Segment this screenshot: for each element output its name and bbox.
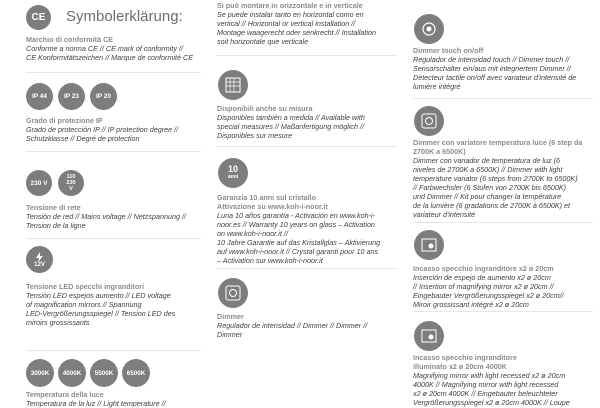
colortemp-line: niveles de 2700K a 6500K) // Dimmer with light bbox=[413, 165, 563, 174]
ce-title: Marchio di conformità CE bbox=[26, 35, 114, 44]
warranty-line: auf www.koh-i-noor.it // Crystal garanti pour 10 ans bbox=[217, 247, 379, 256]
ip23-icon bbox=[58, 83, 85, 110]
divider bbox=[26, 151, 201, 152]
divider bbox=[217, 268, 397, 269]
temp-6500k-label: 6500K bbox=[126, 369, 146, 377]
ip-line: Grado de protección IP // IP protection degree // bbox=[26, 125, 179, 134]
colortemp-line: Dimmer con variador de temperatura de luz (6 bbox=[413, 156, 561, 165]
touch-section bbox=[413, 46, 600, 91]
divider bbox=[26, 238, 201, 239]
warranty-line: – Activation sur www.koh-i-noor.it bbox=[217, 256, 323, 265]
led-line: Tensión LED espejos aumento // LED voltage bbox=[26, 291, 171, 300]
mirror-frame-icon bbox=[421, 238, 437, 252]
mirror-lit-line: x2 ø 20cm 4000K // Eingebauter beleuchteter bbox=[413, 389, 558, 398]
divider bbox=[26, 350, 201, 351]
divider bbox=[26, 72, 201, 73]
colortemp-line: // Farbwechsler (6 Stufen von 2700K bis 6500K) bbox=[413, 183, 567, 192]
voltage-230-icon bbox=[26, 170, 52, 196]
touch-icon bbox=[414, 14, 444, 44]
dimmer-line: Regulador de intensidad // Dimmer // Dimmer // bbox=[217, 321, 368, 330]
colortemp-line: variateur d'intensité bbox=[413, 210, 476, 219]
divider bbox=[413, 222, 593, 223]
warranty-icon bbox=[218, 158, 248, 188]
orientation-line: vertical // Horizontal or vertical installation // bbox=[217, 19, 356, 28]
voltage-unit-label: V bbox=[69, 186, 73, 192]
temp-5500k-icon bbox=[90, 359, 118, 387]
led-section bbox=[26, 282, 208, 327]
ce-mark-text: CE bbox=[31, 12, 46, 23]
mirror-line: Miroir grossissant intégré x2 ø 20cm bbox=[413, 300, 529, 309]
ip20-icon bbox=[90, 83, 117, 110]
temp-title: Temperatura della luce bbox=[26, 390, 104, 399]
mirror-lit-title-2: illuminato x2 ø 20cm 4000K bbox=[413, 362, 507, 371]
mirror-lit-title: Incasso specchio ingranditore bbox=[413, 353, 517, 362]
divider bbox=[413, 98, 593, 99]
warranty-line: on www.koh-i-noor.it // bbox=[217, 229, 288, 238]
ip-line: Schutzklasse // Degré de protection bbox=[26, 134, 140, 143]
orientation-section bbox=[217, 1, 417, 46]
grid-ruler-icon bbox=[225, 77, 241, 93]
custom-line: special measures // Maßanfertigung möglich // bbox=[217, 122, 365, 131]
led-12v-label: 12V bbox=[34, 261, 45, 268]
voltage-line: Tensión de red // Mains voltage // Netzspannung // bbox=[26, 212, 186, 221]
custom-size-icon bbox=[218, 70, 248, 100]
touch-title: Dimmer touch on/off bbox=[413, 46, 484, 55]
temp-section bbox=[26, 390, 206, 408]
mirror-lit-line: Vergrößerungsspiegel x2 ø 20cm 4000K // Loupe bbox=[413, 398, 570, 407]
temp-5500k-label: 5500K bbox=[94, 369, 114, 377]
colortemp-title: Dimmer con variatore temperatura luce (6 step da bbox=[413, 138, 583, 147]
dimmer-knob-icon bbox=[225, 285, 241, 301]
ip44-icon bbox=[26, 83, 53, 110]
temp-line: Temperatura de la luz // Light temperature // bbox=[26, 399, 166, 408]
mirror-lit-line: 4000K // Magnifying mirror with light recessed bbox=[413, 380, 559, 389]
colortemp-title-2: 2700K a 6500K) bbox=[413, 147, 466, 156]
magnifying-mirror-icon bbox=[414, 230, 444, 260]
led-line: of magnification mirrors // Spannung bbox=[26, 300, 142, 309]
ce-line: Conforme a norma CE // CE mark of conformity // bbox=[26, 44, 183, 53]
orientation-line: soit horizontale que verticale bbox=[217, 37, 309, 46]
touch-line: Sensorschalter ein/aus mit integriertem Dimmer // bbox=[413, 64, 571, 73]
colortemp-section bbox=[413, 138, 600, 219]
colortemp-line: de la lumière (6 gradations de 2700K à 6500K) et bbox=[413, 201, 571, 210]
mirror-line: Inserción de espejo de aumento x2 ø 20cm bbox=[413, 273, 551, 282]
ip-title: Grado di protezione IP bbox=[26, 116, 103, 125]
illuminated-mirror-icon bbox=[414, 321, 444, 351]
led-title: Tensione LED specchi ingranditori bbox=[26, 282, 145, 291]
dimmer-section bbox=[217, 312, 417, 339]
mirror-line: // Insertion of magnifying mirror x2 ø 20cm // bbox=[413, 282, 554, 291]
ip-section bbox=[26, 116, 206, 143]
warranty-line: Luna 10 años garantía - Activación en www.koh-i- bbox=[217, 211, 375, 220]
ce-line: CE Konformitätszeichen // Marque de conformité CE bbox=[26, 53, 193, 62]
temp-4000k-label: 4000K bbox=[62, 369, 82, 377]
warranty-line: noor.es // Warranty 10 years on glass – Activation bbox=[217, 220, 375, 229]
voltage-dual-icon bbox=[58, 170, 84, 196]
warranty-title-2: Attivazione su www.koh-i-noor.it bbox=[217, 202, 328, 211]
ip23-label: IP 23 bbox=[63, 93, 80, 100]
mirror-section bbox=[413, 264, 600, 309]
voltage-230b-label: 230 bbox=[66, 180, 76, 186]
dimmer-line: Dimmer bbox=[217, 330, 243, 339]
dimmer-icon bbox=[218, 278, 248, 308]
colortemp-line: temperature variator (6 steps from 2700K to 6500K) bbox=[413, 174, 578, 183]
ip20-label: IP 20 bbox=[95, 93, 112, 100]
colortemp-line: und Dimmer // Kit pour changer la température bbox=[413, 192, 562, 201]
divider bbox=[217, 146, 397, 147]
temp-3000k-icon bbox=[26, 359, 54, 387]
lit-mirror-frame-icon bbox=[421, 329, 437, 343]
ce-mark-icon bbox=[26, 5, 51, 30]
divider bbox=[413, 311, 593, 312]
custom-section bbox=[217, 104, 417, 140]
voltage-section bbox=[26, 203, 206, 230]
led-12v-icon bbox=[26, 246, 53, 273]
voltage-line: Tension de la ligne bbox=[26, 221, 86, 230]
color-dimmer-knob-icon bbox=[421, 113, 437, 129]
orientation-title: Si può montare in orizzontale e in verticale bbox=[217, 1, 363, 10]
lightning-icon bbox=[35, 252, 44, 262]
dimmer-title: Dimmer bbox=[217, 312, 244, 321]
led-line: miroirs grossissants bbox=[26, 318, 90, 327]
custom-line: Disponibles también a medida // Available with bbox=[217, 113, 365, 122]
warranty-title: Garanzia 10 anni sul cristallo bbox=[217, 193, 317, 202]
mirror-title: Incasso specchio ingranditore x2 ø 20cm bbox=[413, 264, 554, 273]
ce-section bbox=[26, 35, 206, 62]
touch-line: Regulador de intensidad touch // Dimmer touch // bbox=[413, 55, 570, 64]
touch-line: Détecteur tactile on/off avec variateur d'intensité de bbox=[413, 73, 577, 82]
color-temp-dimmer-icon bbox=[414, 106, 444, 136]
mirror-lit-section bbox=[413, 353, 600, 407]
divider bbox=[217, 55, 397, 56]
custom-line: Disponibles sur mesure bbox=[217, 131, 293, 140]
voltage-230-label: 230 V bbox=[30, 179, 48, 187]
mirror-line: Eingebauter Vergrößerungsspiegel x2 ø 20cm// bbox=[413, 291, 564, 300]
warranty-section bbox=[217, 193, 417, 265]
temp-6500k-icon bbox=[122, 359, 150, 387]
power-touch-icon bbox=[421, 21, 437, 37]
custom-title: Disponibili anche su misura bbox=[217, 104, 313, 113]
orientation-line: Se puede instalar tanto en horizontal como en bbox=[217, 10, 364, 19]
touch-line: lumière intégré bbox=[413, 82, 461, 91]
led-line: LED-Vergrößerungsspiegel // Tension LED des bbox=[26, 309, 176, 318]
voltage-110-label: 110 bbox=[66, 174, 76, 180]
page-title: Symbolerklärung: bbox=[66, 8, 183, 25]
mirror-lit-line: Magnifying mirror with light recessed x2 ø 20cm bbox=[413, 371, 566, 380]
temp-4000k-icon bbox=[58, 359, 86, 387]
ip44-label: IP 44 bbox=[31, 93, 48, 100]
temp-3000k-label: 3000K bbox=[30, 369, 50, 377]
warranty-line: 10 Jahre Garantie auf das Kristallglas – Aktivierung bbox=[217, 238, 381, 247]
voltage-title: Tensione di rete bbox=[26, 203, 81, 212]
warranty-word: anni bbox=[227, 174, 239, 180]
warranty-number: 10 bbox=[227, 164, 238, 174]
orientation-line: Montage waagerecht oder senkrecht // Installation bbox=[217, 28, 377, 37]
